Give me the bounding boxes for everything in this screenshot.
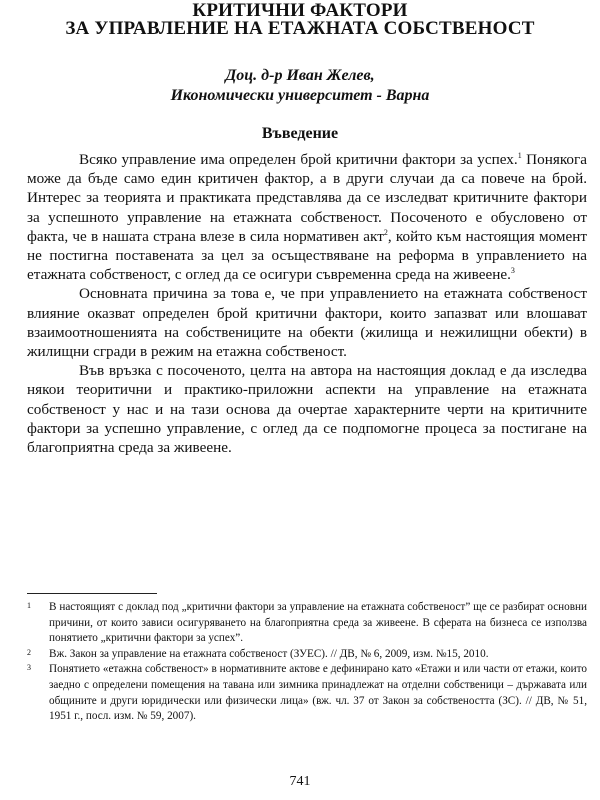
footnote-3-number: 3: [27, 663, 31, 673]
footnote-1-text: В настоящият с доклад под „критични фактори за управление на етажната собственост” ще се разбират основни причини, от които зависи осигуряването на благоприятна среда за живеене. В сферата на бизнеса се използва понятието „критични фактори за успех”.: [49, 601, 587, 645]
author-name: Доц. д-р Иван Желев,: [225, 67, 375, 84]
footnote-ref-3[interactable]: 3: [510, 266, 515, 276]
footnote-ref-1[interactable]: 1: [517, 150, 522, 160]
paragraph-1-text-a: Всяко управление има определен брой критични фактори за успех.: [79, 151, 518, 168]
body-text: [27, 150, 587, 457]
paragraph-3: Във връзка с посоченото, целта на автора на настоящия доклад е да изследва някои теоритични и практико-приложни аспекти на управление на етажната собственост у нас и на тази основа да очертае характерните черти на критичните фактори за успешно управление, с оглед да се подпомогне процеса за постигане на благоприятна среда за живеене.: [27, 362, 587, 457]
page-number: 741: [289, 774, 311, 789]
title-line-1: КРИТИЧНИ ФАКТОРИ: [192, 0, 408, 21]
footnote-1-number: 1: [27, 601, 31, 610]
title-line-2: ЗА УПРАВЛЕНИЕ НА ЕТАЖНАТА СОБСТВЕНОСТ: [65, 18, 535, 39]
footnote-divider: [27, 593, 157, 594]
section-heading: Въведение: [261, 125, 339, 142]
footnote-2-number: 2: [27, 647, 31, 657]
paragraph-1-text-c: , който към настоящия момент не постигна поставената за цел за осъществяване на реформа в управлението на етажната собственост, с оглед да се осигури съвременна среда на живеене.: [27, 227, 587, 284]
footnote-3-text: Понятието «етажна собственост» в нормативните актове е дефинирано като «Етажи и или части от етажи, които заедно с определени помещения на тавана или зимника принадлежат на отделни собственици – държавата или общините и други юридически или физически лица» (вж. чл. 37 от Закон за собствеността (ЗС). // ДВ, № 51, 1951 г., посл. изм. № 59, 2007).: [49, 663, 587, 723]
author-affiliation: Икономически университет - Варна: [170, 87, 430, 104]
footnote-2: [27, 647, 587, 663]
footnote-3: [27, 662, 587, 724]
paragraph-2: Основната причина за това е, че при управлението на етажната собственост влияние оказват определен брой критични фактори, които запазват или влошават взаимоотношенията на собствениците на обекти (жилища и нежилищни обекти) в жилищни сгради в режим на етажна собственост.: [27, 285, 587, 361]
footnote-2-text: Вж. Закон за управление на етажната собственост (ЗУЕС). // ДВ, № 6, 2009, изм. №15, 2010.: [49, 647, 489, 660]
footnote-ref-2[interactable]: 2: [383, 227, 388, 237]
footnote-1: [27, 600, 587, 647]
paragraph-1: [27, 150, 587, 284]
footnotes: [27, 600, 587, 725]
paragraph-1-text-b: Понякога може да бъде само един критичен фактор, а в други случаи да са повече на брой. Интерес за теорията и практиката представлява да се изследват критичните фактори за успешното управление на етажната собственост. Посоченото е обусловено от факта, че в нашата страна влезе в сила нормативен акт: [27, 151, 587, 245]
